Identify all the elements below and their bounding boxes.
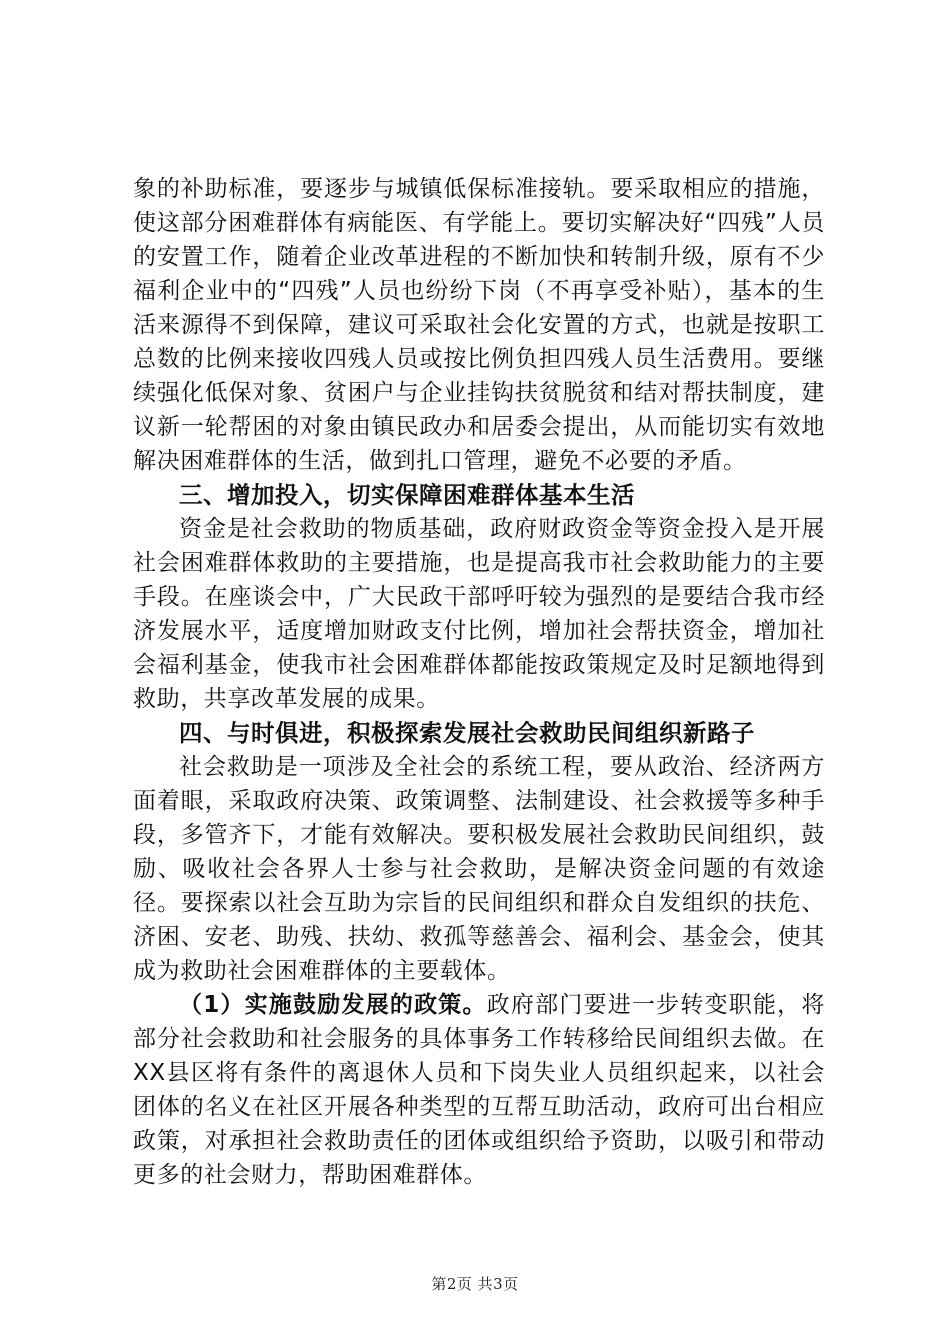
- body-paragraph: 社会救助是一项涉及全社会的系统工程，要从政治、经济两方面着眼，采取政府决策、政策调整、法制建设、社会救援等多种手段，多管齐下，才能有效解决。要积极发展社会救助民间组织，鼓励、吸收社会各界人士参与社会救助，是解决资金问题的有效途径。要探索以社会互助为宗旨的民间组织和群众自发组织的扶危、济困、安老、助残、扶幼、救孤等慈善会、福利会、基金会，使其成为救助社会困难群体的主要载体。: [133, 754, 825, 984]
- body-paragraph: 象的补助标准，要逐步与城镇低保标准接轨。要采取相应的措施，使这部分困难群体有病能医、有学能上。要切实解决好“四残”人员的安置工作，随着企业改革进程的不断加快和转制升级，原有不少福利企业中的“四残”人员也纷纷下岗（不再享受补贴），基本的生活来源得不到保障，建议可采取社会化安置的方式，也就是按职工总数的比例来接收四残人员或按比例负担四残人员生活费用。要继续强化低保对象、贫困户与企业挂钩扶贫脱贫和结对帮扶制度，建议新一轮帮困的对象由镇民政办和居委会提出，从而能切实有效地解决困难群体的生活，做到扎口管理，避免不必要的矛盾。: [133, 176, 825, 474]
- document-body: [133, 172, 825, 1192]
- subsection-body: 政府部门要进一步转变职能，将部分社会救助和社会服务的具体事务工作转移给民间组织去做。在XX县区将有条件的离退休人员和下岗失业人员组织起来，以社会团体的名义在社区开展各种类型的互帮互助活动，政府可出台相应政策，对承担社会救助责任的团体或组织给予资助，以吸引和带动更多的社会财力，帮助困难群体。: [133, 992, 825, 1188]
- body-paragraph: 资金是社会救助的物质基础，政府财政资金等资金投入是开展社会困难群体救助的主要措施，也是提高我市社会救助能力的主要手段。在座谈会中，广大民政干部呼吁较为强烈的是要结合我市经济发展水平，适度增加财政支付比例，增加社会帮扶资金，增加社会福利基金，使我市社会困难群体都能按政策规定及时足额地得到救助，共享改革发展的成果。: [133, 516, 825, 712]
- page-footer: 第2页 共3页: [431, 1275, 519, 1293]
- subsection-lead: （1）实施鼓励发展的政策。: [179, 992, 487, 1018]
- section-heading-3: 三、增加投入，切实保障困难群体基本生活: [179, 481, 635, 509]
- section-heading-4: 四、与时俱进，积极探索发展社会救助民间组织新路子: [179, 719, 755, 747]
- body-paragraph: [133, 988, 825, 1192]
